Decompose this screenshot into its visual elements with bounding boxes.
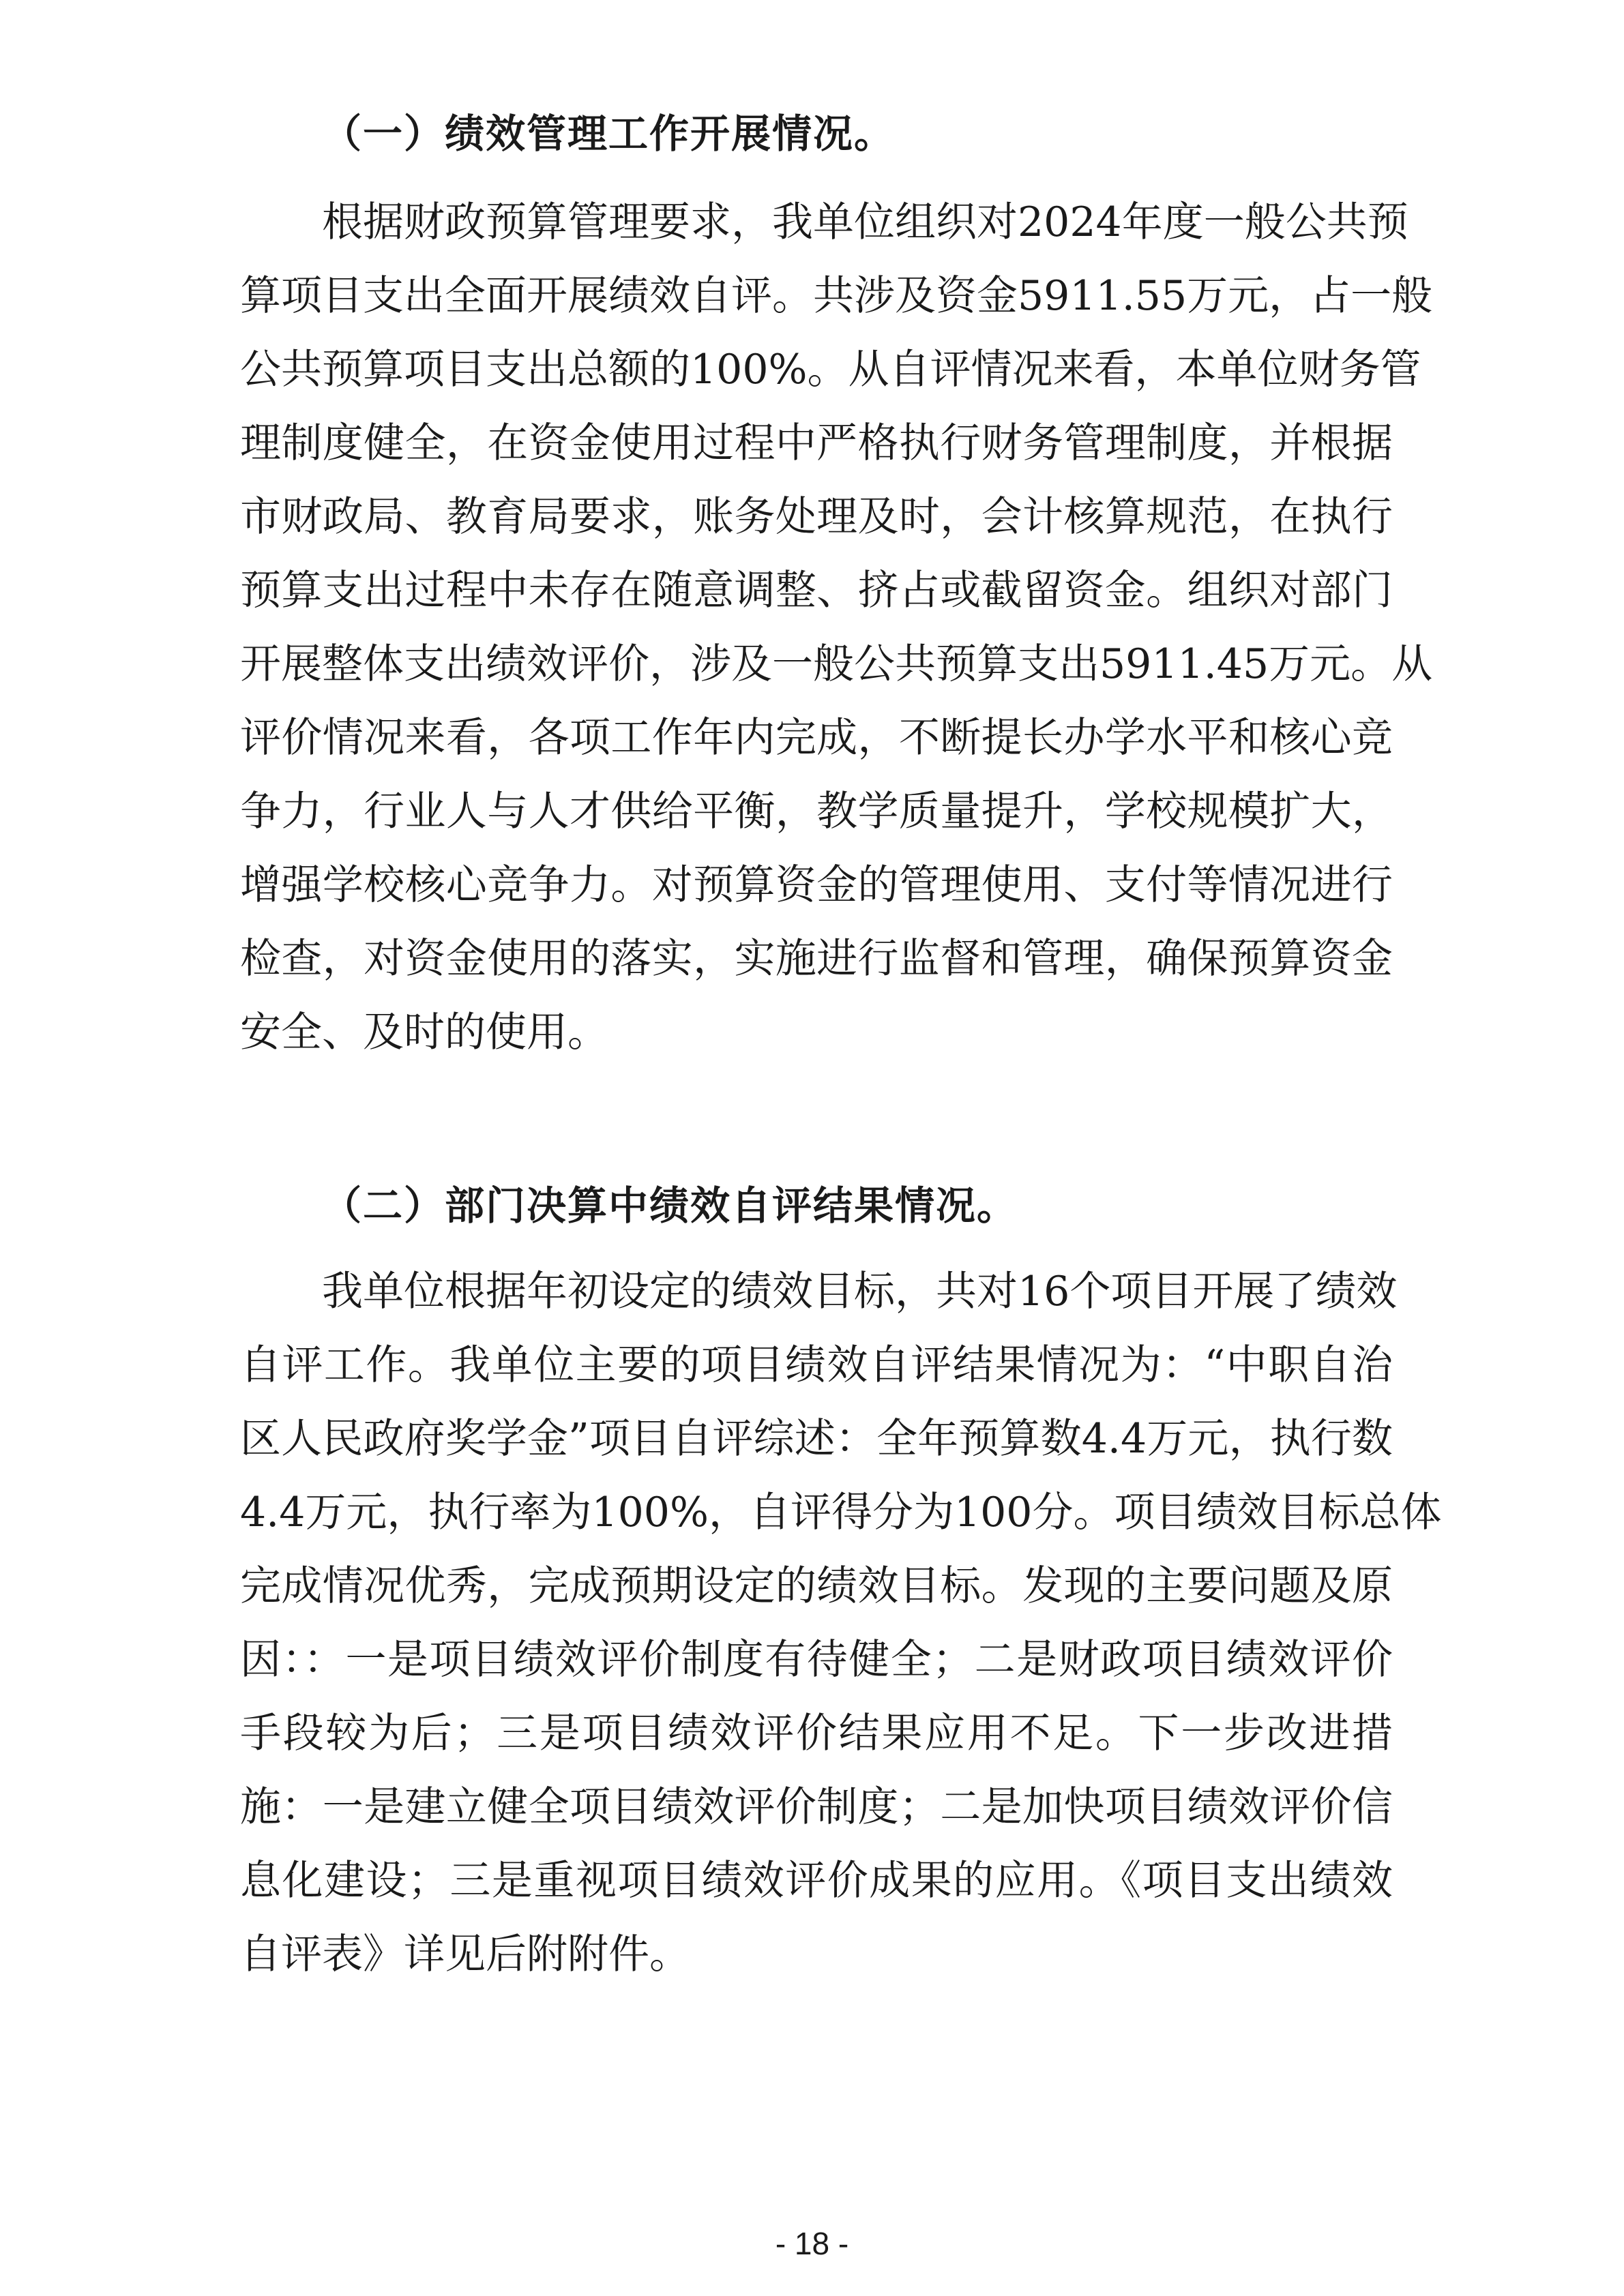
paragraph-line: 争力，行业人与人才供给平衡，教学质量提升，学校规模扩大，: [240, 788, 1393, 835]
paragraph-line: 预算支出过程中未存在随意调整、挤占或截留资金。组织对部门: [240, 567, 1393, 614]
paragraph-line: 手段较为后；三是项目绩效评价结果应用不足。下一步改进措: [240, 1710, 1393, 1757]
paragraph-line: 我单位根据年初设定的绩效目标，共对16个项目开展了绩效: [322, 1268, 1398, 1315]
section-heading-1: （一）绩效管理工作开展情况。: [322, 110, 896, 157]
page-number: - 18 -: [775, 2226, 849, 2261]
paragraph-line: 自评工作。我单位主要的项目绩效自评结果情况为：“中职自治: [240, 1341, 1393, 1389]
paragraph-line: 算项目支出全面开展绩效自评。共涉及资金5911.55万元，占一般: [240, 272, 1433, 320]
paragraph-line: 增强学校核心竞争力。对预算资金的管理使用、支付等情况进行: [240, 861, 1393, 909]
paragraph-line: 根据财政预算管理要求，我单位组织对2024年度一般公共预: [322, 198, 1408, 246]
paragraph-line: 公共预算项目支出总额的100%。从自评情况来看，本单位财务管: [240, 346, 1421, 393]
paragraph-line: 自评表》详见后附附件。: [240, 1930, 690, 1978]
paragraph-line: 市财政局、教育局要求，账务处理及时，会计核算规范，在执行: [240, 493, 1393, 541]
paragraph-line: 因：：一是项目绩效评价制度有待健全；二是财政项目绩效评价: [240, 1636, 1393, 1684]
paragraph-line: 安全、及时的使用。: [240, 1009, 608, 1056]
paragraph-line: 评价情况来看，各项工作年内完成，不断提长办学水平和核心竞: [240, 714, 1393, 762]
paragraph-line: 息化建设；三是重视项目绩效评价成果的应用。《项目支出绩效: [240, 1857, 1393, 1905]
paragraph-line: 4.4万元，执行率为100%，自评得分为100分。项目绩效目标总体: [240, 1489, 1442, 1536]
paragraph-line: 区人民政府奖学金”项目自评综述：全年预算数4.4万元，执行数: [240, 1415, 1393, 1463]
paragraph-line: 开展整体支出绩效评价，涉及一般公共预算支出5911.45万元。从: [240, 640, 1433, 688]
paragraph-line: 施：一是建立健全项目绩效评价制度；二是加快项目绩效评价信: [240, 1783, 1393, 1831]
paragraph-line: 完成情况优秀，完成预期设定的绩效目标。发现的主要问题及原: [240, 1562, 1393, 1610]
paragraph-line: 理制度健全，在资金使用过程中严格执行财务管理制度，并根据: [240, 419, 1393, 467]
section-heading-2: （二）部门决算中绩效自评结果情况。: [322, 1182, 1018, 1229]
paragraph-line: 检查，对资金使用的落实，实施进行监督和管理，确保预算资金: [240, 935, 1393, 983]
